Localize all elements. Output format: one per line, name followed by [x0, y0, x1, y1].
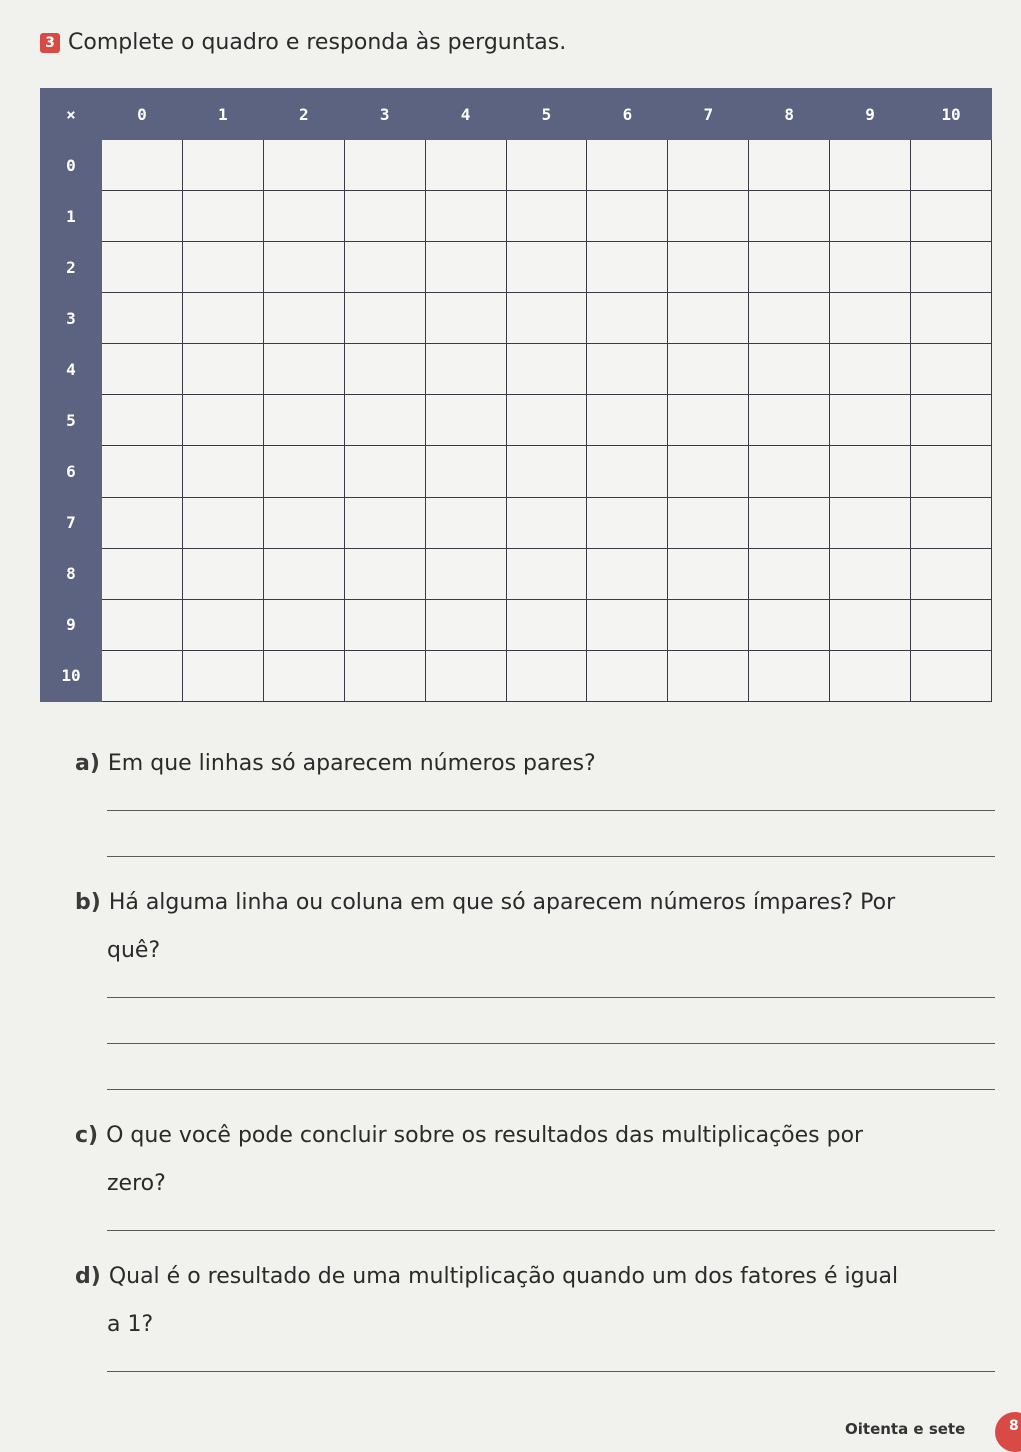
answer-cell[interactable] [102, 242, 183, 293]
answer-cell[interactable] [425, 242, 506, 293]
table-row [41, 140, 992, 191]
question-letter: c) [75, 1123, 99, 1148]
column-header: 5 [506, 89, 587, 140]
answer-cell[interactable] [102, 191, 183, 242]
answer-cell[interactable] [830, 650, 911, 701]
answer-cell[interactable] [587, 548, 668, 599]
answer-cell[interactable] [668, 140, 749, 191]
column-header: 2 [263, 89, 344, 140]
answer-cell[interactable] [911, 344, 992, 395]
table-header-row [41, 89, 992, 140]
answer-cell[interactable] [102, 344, 183, 395]
answer-cell[interactable] [263, 599, 344, 650]
answer-cell[interactable] [587, 293, 668, 344]
exercise-instruction: Complete o quadro e responda às perguntas. [68, 30, 567, 55]
table-row [41, 344, 992, 395]
answer-cell[interactable] [830, 446, 911, 497]
answer-cell[interactable] [263, 293, 344, 344]
answer-cell[interactable] [102, 140, 183, 191]
answer-cell[interactable] [911, 395, 992, 446]
column-header: 8 [749, 89, 830, 140]
answer-cell[interactable] [830, 140, 911, 191]
answer-cell[interactable] [668, 191, 749, 242]
answer-cell[interactable] [425, 395, 506, 446]
answer-cell[interactable] [425, 650, 506, 701]
column-header: 0 [102, 89, 183, 140]
answer-cell[interactable] [749, 446, 830, 497]
answer-cell[interactable] [506, 242, 587, 293]
answer-cell[interactable] [263, 548, 344, 599]
answer-cell[interactable] [182, 599, 263, 650]
page-number-tab: 8 [995, 1412, 1021, 1452]
table-corner-symbol: × [41, 89, 102, 140]
table-row [41, 599, 992, 650]
answer-cell[interactable] [506, 599, 587, 650]
answer-cell[interactable] [830, 293, 911, 344]
answer-cell[interactable] [749, 395, 830, 446]
answer-cell[interactable] [182, 140, 263, 191]
answer-cell[interactable] [668, 344, 749, 395]
answer-cell[interactable] [344, 497, 425, 548]
row-header: 4 [41, 344, 102, 395]
answer-cell[interactable] [749, 497, 830, 548]
question-letter: a) [75, 751, 100, 776]
table-row [41, 650, 992, 701]
column-header: 7 [668, 89, 749, 140]
question-text: quê? [107, 938, 161, 963]
answer-cell[interactable] [182, 242, 263, 293]
table-row [41, 293, 992, 344]
answer-cell[interactable] [425, 293, 506, 344]
answer-cell[interactable] [344, 395, 425, 446]
column-header: 10 [911, 89, 992, 140]
answer-cell[interactable] [506, 395, 587, 446]
answer-cell[interactable] [668, 599, 749, 650]
answer-cell[interactable] [911, 650, 992, 701]
answer-cell[interactable] [749, 599, 830, 650]
row-header: 1 [41, 191, 102, 242]
answer-cell[interactable] [911, 548, 992, 599]
exercise-number-badge: 3 [40, 33, 60, 53]
answer-cell[interactable] [102, 548, 183, 599]
answer-cell[interactable] [263, 191, 344, 242]
questions-list [75, 740, 995, 1394]
answer-cell[interactable] [344, 548, 425, 599]
answer-cell[interactable] [182, 446, 263, 497]
answer-cell[interactable] [911, 599, 992, 650]
answer-cell[interactable] [506, 446, 587, 497]
row-header: 10 [41, 650, 102, 701]
answer-cell[interactable] [425, 191, 506, 242]
exercise-header [40, 30, 566, 55]
answer-cell[interactable] [668, 242, 749, 293]
answer-cell[interactable] [749, 191, 830, 242]
answer-cell[interactable] [749, 650, 830, 701]
question-item [75, 879, 995, 1112]
row-header: 8 [41, 548, 102, 599]
answer-cell[interactable] [911, 191, 992, 242]
answer-cell[interactable] [182, 548, 263, 599]
answer-cell[interactable] [668, 293, 749, 344]
answer-cell[interactable] [344, 650, 425, 701]
answer-cell[interactable] [263, 395, 344, 446]
answer-cell[interactable] [425, 497, 506, 548]
answer-cell[interactable] [830, 395, 911, 446]
answer-cell[interactable] [587, 497, 668, 548]
answer-cell[interactable] [182, 650, 263, 701]
answer-cell[interactable] [425, 548, 506, 599]
answer-cell[interactable] [263, 446, 344, 497]
answer-cell[interactable] [263, 497, 344, 548]
answer-cell[interactable] [506, 497, 587, 548]
row-header: 0 [41, 140, 102, 191]
answer-cell[interactable] [749, 548, 830, 599]
answer-cell[interactable] [830, 599, 911, 650]
answer-line[interactable] [107, 810, 995, 811]
answer-cell[interactable] [506, 650, 587, 701]
answer-cell[interactable] [668, 446, 749, 497]
table-body [41, 140, 992, 702]
row-header: 7 [41, 497, 102, 548]
column-header: 6 [587, 89, 668, 140]
answer-cell[interactable] [668, 650, 749, 701]
answer-cell[interactable] [749, 140, 830, 191]
table-row [41, 242, 992, 293]
answer-cell[interactable] [749, 344, 830, 395]
multiplication-table [40, 88, 992, 702]
answer-cell[interactable] [182, 293, 263, 344]
answer-cell[interactable] [506, 548, 587, 599]
answer-cell[interactable] [587, 344, 668, 395]
answer-cell[interactable] [749, 242, 830, 293]
answer-cell[interactable] [182, 344, 263, 395]
question-item [75, 740, 995, 879]
answer-cell[interactable] [102, 497, 183, 548]
answer-cell[interactable] [182, 395, 263, 446]
answer-cell[interactable] [830, 242, 911, 293]
row-header: 5 [41, 395, 102, 446]
question-text: Há alguma linha ou coluna em que só aparecem números ímpares? Por [108, 890, 896, 915]
answer-cell[interactable] [263, 140, 344, 191]
column-header: 4 [425, 89, 506, 140]
column-header: 1 [182, 89, 263, 140]
answer-cell[interactable] [668, 548, 749, 599]
question-item [75, 1253, 995, 1394]
answer-cell[interactable] [344, 446, 425, 497]
answer-cell[interactable] [587, 395, 668, 446]
question-letter: b) [75, 890, 101, 915]
answer-cell[interactable] [344, 191, 425, 242]
answer-cell[interactable] [911, 446, 992, 497]
answer-cell[interactable] [668, 395, 749, 446]
question-text: Em que linhas só aparecem números pares? [107, 751, 596, 776]
question-item [75, 1112, 995, 1253]
answer-cell[interactable] [587, 446, 668, 497]
answer-cell[interactable] [263, 650, 344, 701]
answer-cell[interactable] [668, 497, 749, 548]
answer-cell[interactable] [830, 497, 911, 548]
question-text: a 1? [107, 1312, 154, 1337]
answer-cell[interactable] [102, 293, 183, 344]
answer-cell[interactable] [344, 140, 425, 191]
answer-cell[interactable] [344, 293, 425, 344]
column-header: 9 [830, 89, 911, 140]
answer-cell[interactable] [911, 140, 992, 191]
answer-cell[interactable] [911, 497, 992, 548]
answer-cell[interactable] [506, 191, 587, 242]
answer-cell[interactable] [344, 344, 425, 395]
answer-cell[interactable] [749, 293, 830, 344]
answer-cell[interactable] [102, 395, 183, 446]
answer-cell[interactable] [830, 191, 911, 242]
answer-cell[interactable] [587, 140, 668, 191]
table-row [41, 548, 992, 599]
answer-cell[interactable] [911, 242, 992, 293]
answer-cell[interactable] [911, 293, 992, 344]
answer-cell[interactable] [506, 344, 587, 395]
answer-cell[interactable] [344, 599, 425, 650]
answer-cell[interactable] [102, 599, 183, 650]
table-row [41, 497, 992, 548]
row-header: 9 [41, 599, 102, 650]
answer-cell[interactable] [587, 191, 668, 242]
answer-cell[interactable] [102, 650, 183, 701]
table-row [41, 395, 992, 446]
answer-cell[interactable] [587, 599, 668, 650]
answer-cell[interactable] [182, 497, 263, 548]
answer-cell[interactable] [830, 548, 911, 599]
answer-cell[interactable] [263, 242, 344, 293]
row-header: 2 [41, 242, 102, 293]
row-header: 6 [41, 446, 102, 497]
row-header: 3 [41, 293, 102, 344]
answer-cell[interactable] [830, 344, 911, 395]
question-letter: d) [75, 1264, 101, 1289]
table-row [41, 191, 992, 242]
question-text: O que você pode concluir sobre os resultados das multiplicações por [106, 1123, 864, 1148]
question-text: zero? [107, 1171, 166, 1196]
answer-cell[interactable] [506, 293, 587, 344]
question-text: Qual é o resultado de uma multiplicação quando um dos fatores é igual [108, 1264, 899, 1289]
answer-cell[interactable] [102, 446, 183, 497]
answer-cell[interactable] [425, 599, 506, 650]
answer-cell[interactable] [344, 242, 425, 293]
page-footer-text: Oitenta e sete [845, 1420, 966, 1438]
answer-line[interactable] [107, 1043, 995, 1044]
answer-line[interactable] [107, 997, 995, 998]
answer-cell[interactable] [425, 140, 506, 191]
answer-cell[interactable] [263, 344, 344, 395]
answer-cell[interactable] [182, 191, 263, 242]
answer-cell[interactable] [425, 344, 506, 395]
table-row [41, 446, 992, 497]
answer-cell[interactable] [506, 140, 587, 191]
column-header: 3 [344, 89, 425, 140]
answer-cell[interactable] [587, 242, 668, 293]
answer-cell[interactable] [587, 650, 668, 701]
answer-cell[interactable] [425, 446, 506, 497]
